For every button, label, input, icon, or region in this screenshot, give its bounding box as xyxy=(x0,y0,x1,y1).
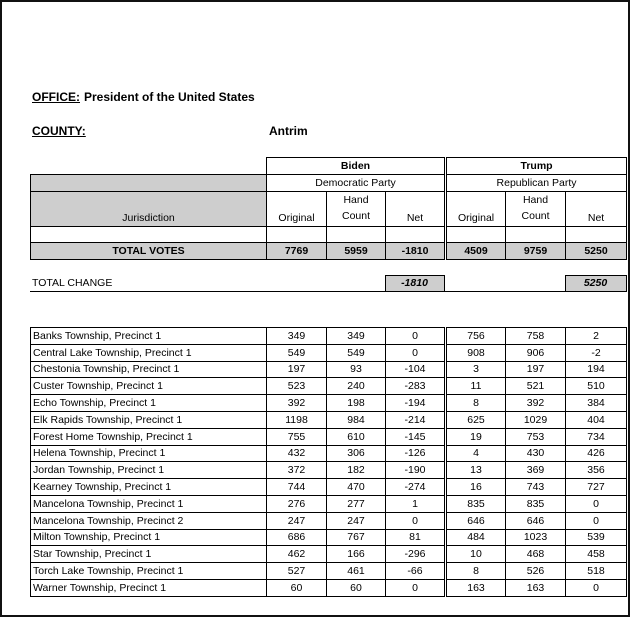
biden-original-cell: 744 xyxy=(267,479,327,496)
biden-net-cell: -104 xyxy=(386,361,445,378)
table-row xyxy=(31,462,627,479)
total-votes-biden-hand-count: 5959 xyxy=(327,243,386,260)
biden-hand-count-cell: 461 xyxy=(327,563,386,580)
biden-hand-count-cell: 166 xyxy=(327,546,386,563)
trump-net-cell: 510 xyxy=(566,378,627,395)
trump-hand-count-cell: 906 xyxy=(506,344,566,361)
empty-cell xyxy=(386,227,445,243)
trump-original-cell: 163 xyxy=(447,579,506,596)
empty-cell xyxy=(31,227,267,243)
col-header-label: Hand Count xyxy=(521,194,550,222)
biden-hand-count-cell: 470 xyxy=(327,479,386,496)
trump-hand-count-cell: 369 xyxy=(506,462,566,479)
trump-hand-count-cell: 646 xyxy=(506,512,566,529)
empty-cell xyxy=(327,227,386,243)
blank-cell xyxy=(31,158,267,175)
biden-net-cell: -283 xyxy=(386,378,445,395)
header-fill-cell xyxy=(31,175,267,192)
trump-hand-count-cell: 835 xyxy=(506,495,566,512)
empty-cell xyxy=(566,227,627,243)
trump-original-cell: 3 xyxy=(447,361,506,378)
biden-original-cell: 276 xyxy=(267,495,327,512)
biden-original-cell: 372 xyxy=(267,462,327,479)
biden-original-cell: 549 xyxy=(267,344,327,361)
trump-hand-count-cell: 392 xyxy=(506,395,566,412)
jurisdiction-cell: Milton Township, Precinct 1 xyxy=(31,529,267,546)
biden-hand-count-cell: 247 xyxy=(327,512,386,529)
jurisdiction-cell: Torch Lake Township, Precinct 1 xyxy=(31,563,267,580)
biden-net-cell: 81 xyxy=(386,529,445,546)
trump-original-cell: 19 xyxy=(447,428,506,445)
total-votes-trump-original: 4509 xyxy=(447,243,506,260)
table-row xyxy=(31,512,627,529)
office-line xyxy=(32,90,255,104)
total-change-table xyxy=(30,275,627,292)
total-votes-row xyxy=(31,243,627,260)
office-value: President of the United States xyxy=(84,90,255,104)
trump-hand-count-cell: 1023 xyxy=(506,529,566,546)
col-header-biden-original: Original xyxy=(267,192,327,227)
trump-net-cell: 0 xyxy=(566,512,627,529)
jurisdiction-cell: Banks Township, Precinct 1 xyxy=(31,328,267,345)
biden-net-cell: -190 xyxy=(386,462,445,479)
biden-hand-count-cell: 610 xyxy=(327,428,386,445)
trump-hand-count-cell: 1029 xyxy=(506,411,566,428)
trump-hand-count-cell: 163 xyxy=(506,579,566,596)
trump-hand-count-cell: 430 xyxy=(506,445,566,462)
trump-net-cell: 404 xyxy=(566,411,627,428)
trump-original-cell: 484 xyxy=(447,529,506,546)
jurisdiction-cell: Helena Township, Precinct 1 xyxy=(31,445,267,462)
total-change-label: TOTAL CHANGE xyxy=(30,276,266,292)
trump-hand-count-cell: 521 xyxy=(506,378,566,395)
table-row xyxy=(31,361,627,378)
biden-hand-count-cell: 549 xyxy=(327,344,386,361)
col-header-trump-hand-count xyxy=(506,192,566,227)
total-votes-label: TOTAL VOTES xyxy=(31,243,267,260)
biden-net-cell: 0 xyxy=(386,328,445,345)
table-row xyxy=(31,479,627,496)
col-header-trump-original: Original xyxy=(447,192,506,227)
trump-hand-count-cell: 753 xyxy=(506,428,566,445)
biden-hand-count-cell: 182 xyxy=(327,462,386,479)
party-name-democratic: Democratic Party xyxy=(267,175,445,192)
col-header-jurisdiction: Jurisdiction xyxy=(31,192,267,227)
biden-original-cell: 432 xyxy=(267,445,327,462)
jurisdiction-cell: Elk Rapids Township, Precinct 1 xyxy=(31,411,267,428)
total-change-row xyxy=(30,276,626,292)
county-value: Antrim xyxy=(269,124,308,138)
biden-net-cell: 0 xyxy=(386,344,445,361)
header-row-candidates xyxy=(31,158,627,175)
trump-original-cell: 756 xyxy=(447,328,506,345)
total-change-trump-net: 5250 xyxy=(565,276,626,292)
precinct-results-table xyxy=(30,327,627,597)
empty-cell xyxy=(266,276,326,292)
biden-hand-count-cell: 349 xyxy=(327,328,386,345)
trump-original-cell: 835 xyxy=(447,495,506,512)
trump-net-cell: 518 xyxy=(566,563,627,580)
table-row xyxy=(31,428,627,445)
biden-net-cell: -145 xyxy=(386,428,445,445)
office-label: OFFICE: xyxy=(32,90,80,104)
party-name-republican: Republican Party xyxy=(447,175,627,192)
biden-original-cell: 462 xyxy=(267,546,327,563)
table-row xyxy=(31,579,627,596)
biden-original-cell: 686 xyxy=(267,529,327,546)
biden-original-cell: 1198 xyxy=(267,411,327,428)
empty-cell xyxy=(447,227,506,243)
jurisdiction-cell: Warner Township, Precinct 1 xyxy=(31,579,267,596)
biden-net-cell: -214 xyxy=(386,411,445,428)
jurisdiction-cell: Central Lake Township, Precinct 1 xyxy=(31,344,267,361)
biden-hand-count-cell: 60 xyxy=(327,579,386,596)
trump-net-cell: 356 xyxy=(566,462,627,479)
biden-hand-count-cell: 984 xyxy=(327,411,386,428)
jurisdiction-cell: Echo Township, Precinct 1 xyxy=(31,395,267,412)
jurisdiction-cell: Forest Home Township, Precinct 1 xyxy=(31,428,267,445)
trump-net-cell: 539 xyxy=(566,529,627,546)
trump-net-cell: 2 xyxy=(566,328,627,345)
trump-original-cell: 13 xyxy=(447,462,506,479)
trump-original-cell: 11 xyxy=(447,378,506,395)
table-row xyxy=(31,328,627,345)
candidate-name-trump: Trump xyxy=(447,158,627,175)
trump-hand-count-cell: 197 xyxy=(506,361,566,378)
total-votes-biden-net: -1810 xyxy=(386,243,445,260)
total-change-biden-net: -1810 xyxy=(385,276,444,292)
trump-original-cell: 908 xyxy=(447,344,506,361)
header-row-columns xyxy=(31,192,627,227)
trump-hand-count-cell: 758 xyxy=(506,328,566,345)
table-row xyxy=(31,411,627,428)
jurisdiction-cell: Jordan Township, Precinct 1 xyxy=(31,462,267,479)
col-header-biden-hand-count xyxy=(327,192,386,227)
total-votes-trump-net: 5250 xyxy=(566,243,627,260)
trump-hand-count-cell: 526 xyxy=(506,563,566,580)
table-row xyxy=(31,344,627,361)
jurisdiction-cell: Chestonia Township, Precinct 1 xyxy=(31,361,267,378)
header-row-spacer xyxy=(31,227,627,243)
trump-original-cell: 8 xyxy=(447,563,506,580)
biden-net-cell: -296 xyxy=(386,546,445,563)
trump-net-cell: 0 xyxy=(566,579,627,596)
biden-net-cell: 0 xyxy=(386,579,445,596)
table-row xyxy=(31,445,627,462)
jurisdiction-cell: Star Township, Precinct 1 xyxy=(31,546,267,563)
jurisdiction-cell: Custer Township, Precinct 1 xyxy=(31,378,267,395)
biden-hand-count-cell: 277 xyxy=(327,495,386,512)
biden-original-cell: 527 xyxy=(267,563,327,580)
jurisdiction-cell: Mancelona Township, Precinct 1 xyxy=(31,495,267,512)
total-votes-trump-hand-count: 9759 xyxy=(506,243,566,260)
table-row xyxy=(31,395,627,412)
biden-net-cell: 1 xyxy=(386,495,445,512)
header-row-parties xyxy=(31,175,627,192)
table-row xyxy=(31,495,627,512)
biden-net-cell: -126 xyxy=(386,445,445,462)
biden-hand-count-cell: 767 xyxy=(327,529,386,546)
biden-original-cell: 392 xyxy=(267,395,327,412)
trump-net-cell: -2 xyxy=(566,344,627,361)
trump-net-cell: 458 xyxy=(566,546,627,563)
trump-net-cell: 734 xyxy=(566,428,627,445)
trump-net-cell: 426 xyxy=(566,445,627,462)
empty-cell xyxy=(326,276,385,292)
biden-original-cell: 247 xyxy=(267,512,327,529)
table-row xyxy=(31,546,627,563)
trump-original-cell: 4 xyxy=(447,445,506,462)
biden-hand-count-cell: 306 xyxy=(327,445,386,462)
candidate-name-biden: Biden xyxy=(267,158,445,175)
biden-original-cell: 523 xyxy=(267,378,327,395)
trump-original-cell: 10 xyxy=(447,546,506,563)
trump-net-cell: 727 xyxy=(566,479,627,496)
precinct-rows xyxy=(31,328,627,597)
empty-cell xyxy=(505,276,565,292)
table-row xyxy=(31,529,627,546)
trump-original-cell: 625 xyxy=(447,411,506,428)
results-header-table xyxy=(30,157,627,260)
biden-hand-count-cell: 198 xyxy=(327,395,386,412)
table-row xyxy=(31,563,627,580)
biden-original-cell: 60 xyxy=(267,579,327,596)
biden-hand-count-cell: 93 xyxy=(327,361,386,378)
empty-cell xyxy=(267,227,327,243)
trump-hand-count-cell: 743 xyxy=(506,479,566,496)
trump-original-cell: 646 xyxy=(447,512,506,529)
empty-cell xyxy=(506,227,566,243)
col-header-trump-net: Net xyxy=(566,192,627,227)
trump-net-cell: 0 xyxy=(566,495,627,512)
biden-original-cell: 755 xyxy=(267,428,327,445)
biden-hand-count-cell: 240 xyxy=(327,378,386,395)
county-label: COUNTY: xyxy=(32,124,86,138)
biden-original-cell: 349 xyxy=(267,328,327,345)
trump-original-cell: 16 xyxy=(447,479,506,496)
biden-net-cell: -66 xyxy=(386,563,445,580)
trump-net-cell: 194 xyxy=(566,361,627,378)
empty-cell xyxy=(446,276,505,292)
trump-original-cell: 8 xyxy=(447,395,506,412)
table-row xyxy=(31,378,627,395)
total-votes-biden-original: 7769 xyxy=(267,243,327,260)
biden-net-cell: 0 xyxy=(386,512,445,529)
col-header-biden-net: Net xyxy=(386,192,445,227)
trump-net-cell: 384 xyxy=(566,395,627,412)
jurisdiction-cell: Mancelona Township, Precinct 2 xyxy=(31,512,267,529)
biden-net-cell: -274 xyxy=(386,479,445,496)
jurisdiction-cell: Kearney Township, Precinct 1 xyxy=(31,479,267,496)
trump-hand-count-cell: 468 xyxy=(506,546,566,563)
biden-original-cell: 197 xyxy=(267,361,327,378)
col-header-label: Hand Count xyxy=(341,194,371,222)
biden-net-cell: -194 xyxy=(386,395,445,412)
